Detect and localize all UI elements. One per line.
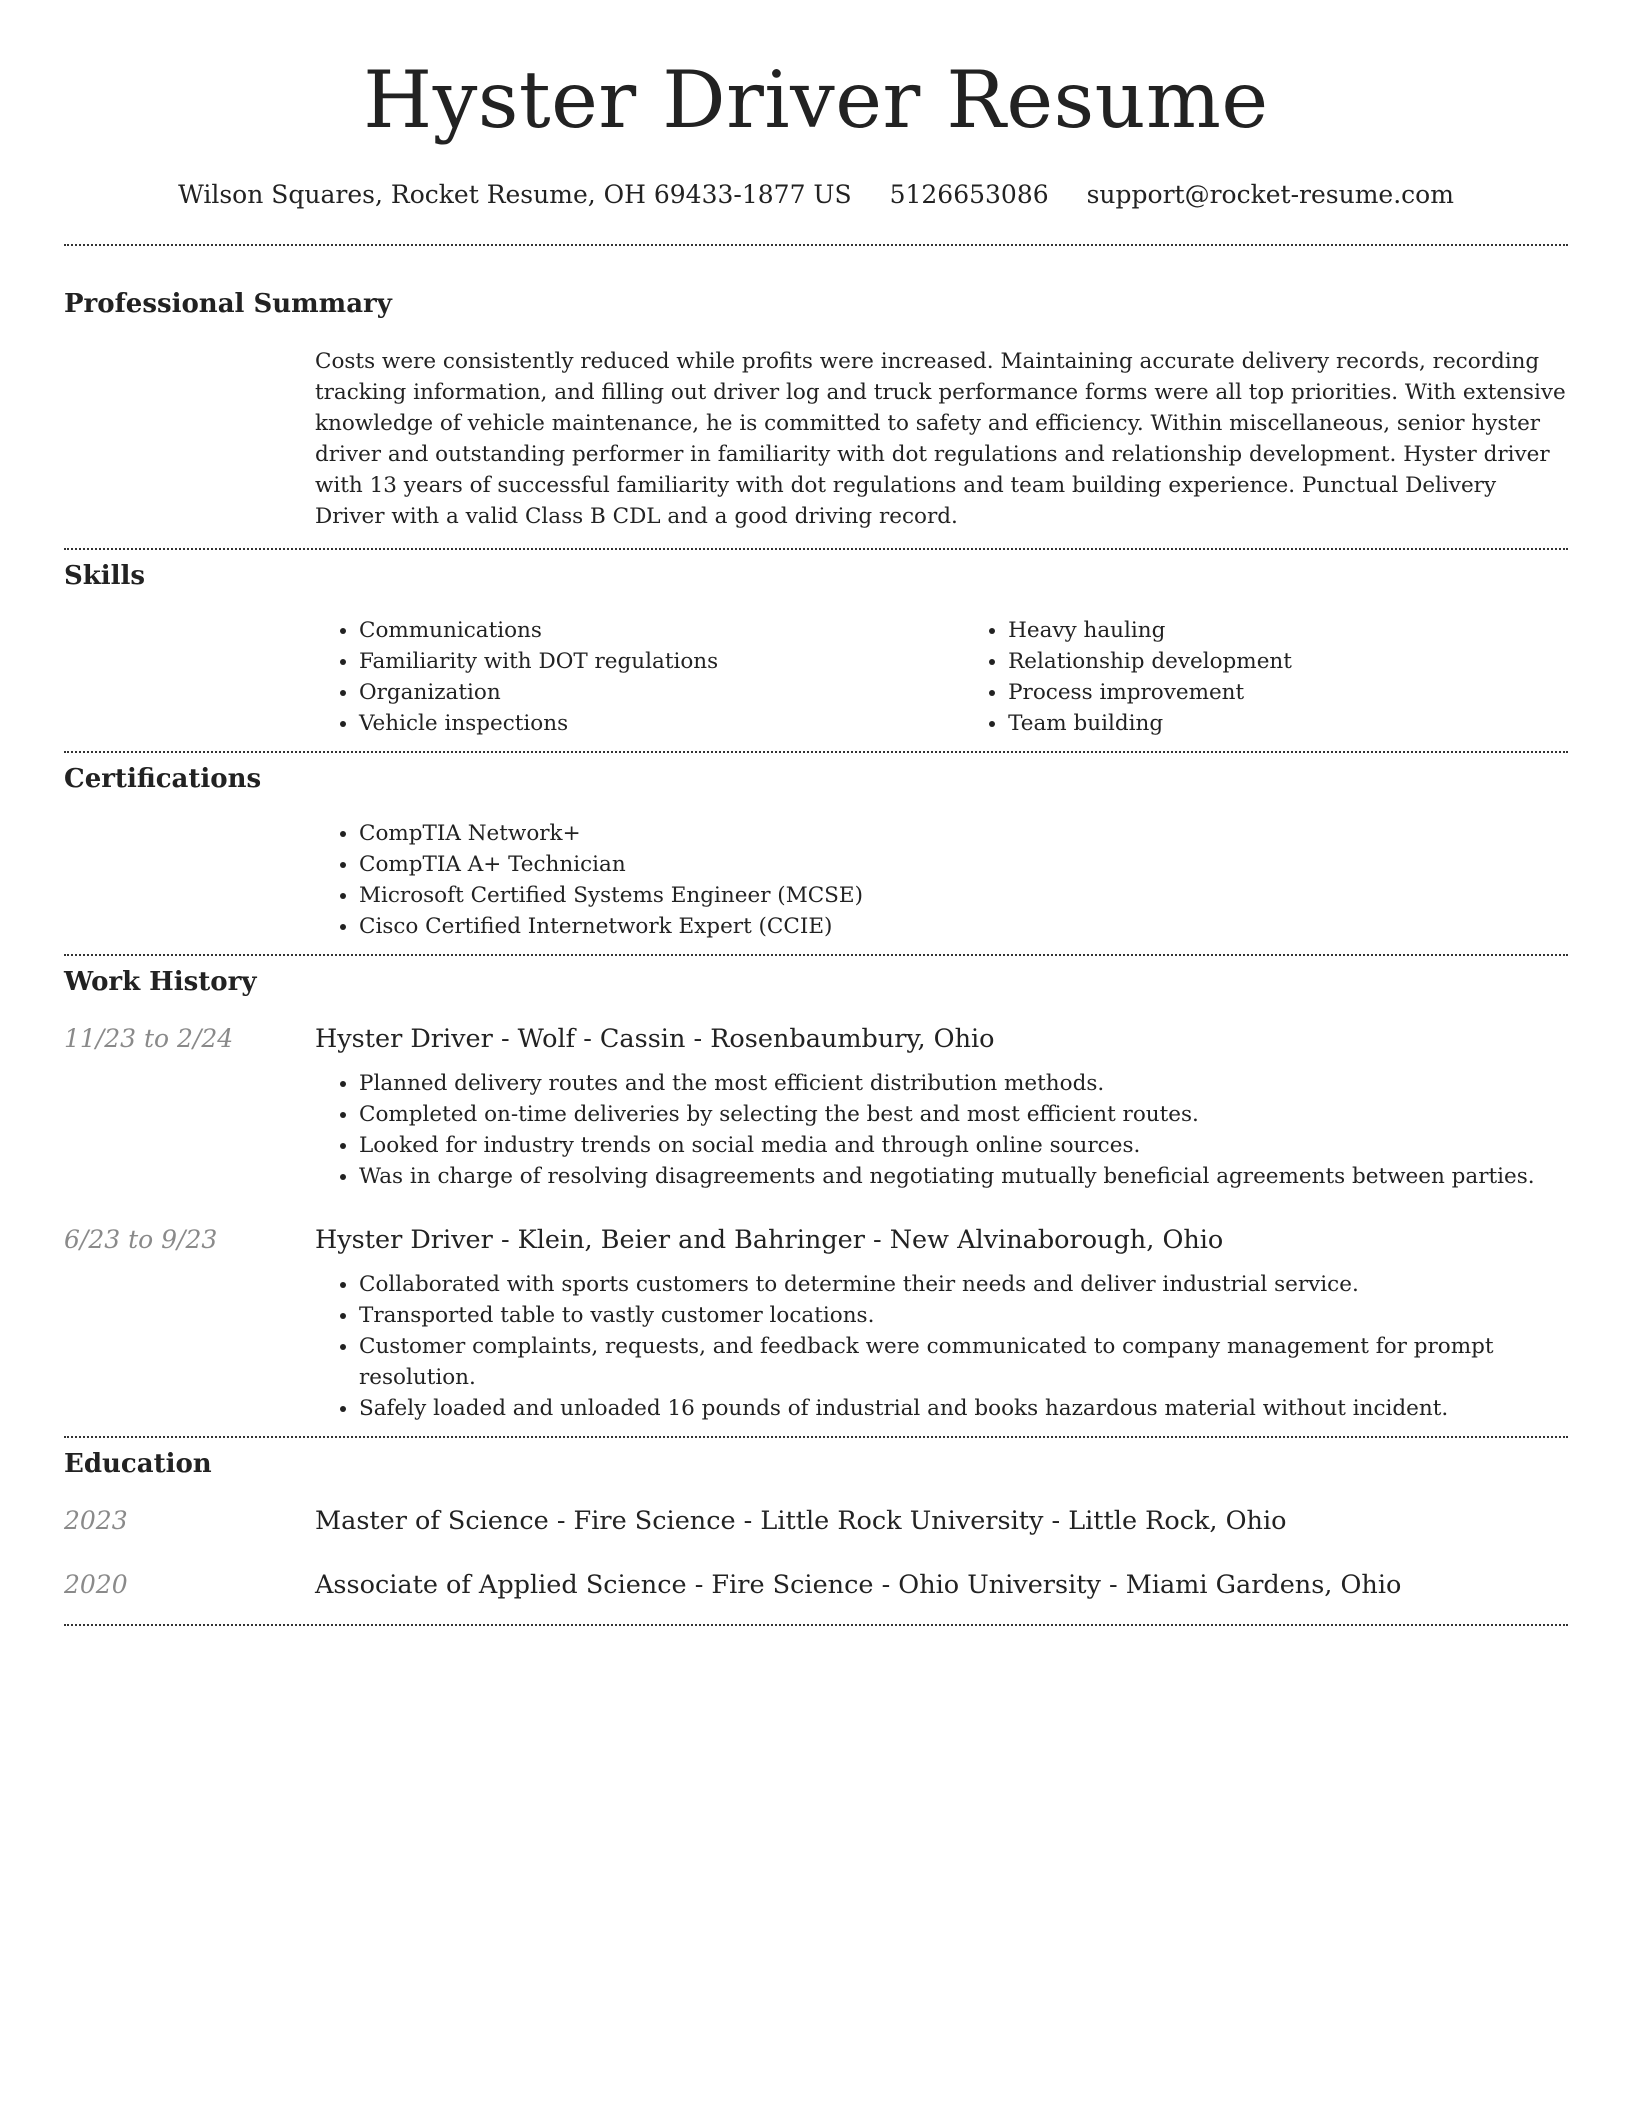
list-item: • Microsoft Certified Systems Engineer (MCSE)	[359, 880, 1568, 911]
list-item: • Planned delivery routes and the most efficient distribution methods.	[359, 1068, 1568, 1099]
job-header	[64, 1225, 1568, 1255]
section-heading-skills: Skills	[64, 561, 146, 591]
list-item: • Safely loaded and unloaded 16 pounds of industrial and books hazardous material without incident.	[359, 1393, 1568, 1424]
job-title: Hyster Driver - Wolf - Cassin - Rosenbaumbury, Ohio	[315, 1024, 995, 1054]
list-item: • Collaborated with sports customers to determine their needs and deliver industrial service.	[359, 1269, 1568, 1300]
list-item: • Organization	[359, 677, 964, 708]
skills-list-left	[315, 615, 964, 739]
job-title: Hyster Driver - Klein, Beier and Bahringer - New Alvinaborough, Ohio	[315, 1225, 1224, 1255]
list-item: • Transported table to vastly customer locations.	[359, 1300, 1568, 1331]
section-heading-education: Education	[64, 1449, 212, 1479]
education-year: 2020	[64, 1570, 128, 1599]
job-bullets	[315, 1269, 1568, 1424]
job-header	[64, 1024, 1568, 1054]
list-item: • Vehicle inspections	[359, 708, 964, 739]
job-bullets	[315, 1068, 1568, 1192]
list-item: • CompTIA A+ Technician	[359, 849, 1568, 880]
list-item: • CompTIA Network+	[359, 818, 1568, 849]
contact-line	[64, 180, 1568, 210]
list-item: • Was in charge of resolving disagreements and negotiating mutually beneficial agreements between parties.	[359, 1161, 1568, 1192]
section-heading-summary: Professional Summary	[64, 289, 392, 319]
skills-list-right	[964, 615, 1568, 739]
list-item: • Relationship development	[1008, 646, 1568, 677]
list-item: • Familiarity with DOT regulations	[359, 646, 964, 677]
list-item: • Cisco Certified Internetwork Expert (CCIE)	[359, 911, 1568, 942]
list-item: • Completed on-time deliveries by selecting the best and most efficient routes.	[359, 1099, 1568, 1130]
list-item: • Looked for industry trends on social media and through online sources.	[359, 1130, 1568, 1161]
certifications-list	[315, 818, 1568, 942]
job-details	[315, 1269, 1568, 1424]
list-item: • Heavy hauling	[1008, 615, 1568, 646]
job-entry	[64, 1225, 1568, 1424]
education-year: 2023	[64, 1506, 128, 1535]
skills-section	[64, 550, 1568, 739]
summary-text: Costs were consistently reduced while profits were increased. Maintaining accurate delivery records, recording tracking information, and filling out driver log and truck performance forms were all top priorities. With extensive knowledge of vehicle maintenance, he is committed to safety and efficiency. Within miscellaneous, senior hyster driver and outstanding performer in familiarity with dot regulations and relationship development. Hyster driver with 13 years of successful familiarity with dot regulations and team building experience. Punctual Delivery Driver with a valid Class B CDL and a good driving record.	[315, 349, 1566, 529]
certifications-body	[315, 818, 1568, 942]
education-title: Associate of Applied Science - Fire Science - Ohio University - Miami Gardens, Ohio	[315, 1570, 1402, 1600]
divider	[64, 1624, 1568, 1626]
job-dates: 6/23 to 9/23	[64, 1225, 218, 1254]
education-entry	[64, 1506, 1568, 1536]
job-entry	[64, 1024, 1568, 1192]
contact-address: Wilson Squares, Rocket Resume, OH 69433-1877 US	[178, 180, 852, 209]
section-heading-certifications: Certifications	[64, 764, 262, 794]
work-section	[64, 956, 1568, 1424]
resume-title: Hyster Driver Resume	[363, 54, 1269, 146]
section-heading-work: Work History	[64, 967, 257, 997]
skills-grid	[315, 615, 1568, 739]
certifications-section	[64, 753, 1568, 942]
job-details	[315, 1068, 1568, 1192]
contact-phone: 5126653086	[889, 180, 1049, 209]
job-dates: 11/23 to 2/24	[64, 1024, 234, 1053]
list-item: • Communications	[359, 615, 964, 646]
education-section	[64, 1438, 1568, 1600]
list-item: • Customer complaints, requests, and feedback were communicated to company management for prompt resolution.	[359, 1331, 1568, 1393]
education-title: Master of Science - Fire Science - Little Rock University - Little Rock, Ohio	[315, 1506, 1287, 1536]
summary-section	[64, 246, 1568, 532]
education-entry	[64, 1570, 1568, 1600]
list-item: • Team building	[1008, 708, 1568, 739]
contact-email: support@rocket-resume.com	[1086, 180, 1454, 209]
list-item: • Process improvement	[1008, 677, 1568, 708]
